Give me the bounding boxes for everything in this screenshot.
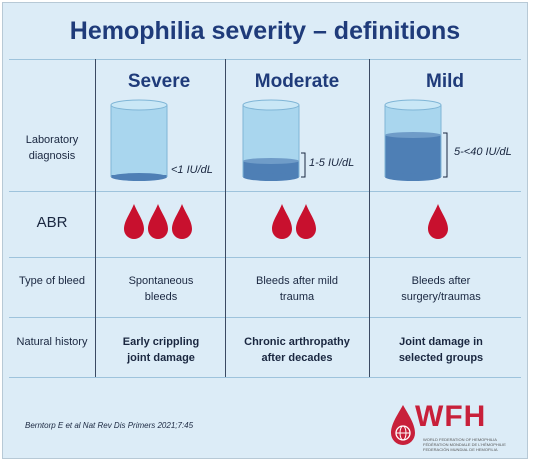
row-label-bleed: Type of bleed — [18, 275, 86, 287]
glass-mild — [377, 97, 453, 185]
column-divider — [225, 59, 226, 377]
blood-drop-icon — [124, 204, 144, 239]
glass-rim — [243, 100, 299, 110]
divider — [9, 257, 521, 258]
glass-severe — [103, 97, 175, 185]
logo-subtitle-line: WORLD FEDERATION OF HEMOPHILIA — [423, 437, 497, 442]
blood-drop-icon — [428, 204, 448, 239]
factor-level-fill — [385, 135, 441, 177]
beaker-icon — [385, 100, 441, 181]
lab-value-mild: 5-<40 IU/dL — [454, 146, 512, 158]
natural-history-severe — [89, 334, 233, 366]
row-label-abr: ABR — [36, 214, 68, 231]
row-label-history: Natural history — [16, 336, 88, 348]
abr-drops-mild — [427, 201, 457, 243]
drops-group — [427, 201, 451, 243]
glass-rim — [385, 100, 441, 110]
glass-base — [385, 173, 441, 181]
column-divider — [95, 59, 96, 377]
column-header-mild: Mild — [426, 71, 464, 92]
blood-drop-icon — [148, 204, 168, 239]
column-header-severe: Severe — [127, 71, 191, 92]
bleed-type-text: Bleeds after surgery/traumas — [401, 275, 481, 303]
natural-history-text: Chronic arthropathy after decades — [244, 336, 350, 364]
beaker-icon — [111, 100, 167, 181]
lab-value-moderate: 1-5 IU/dL — [309, 157, 355, 169]
glass-body — [111, 105, 167, 177]
infographic-card — [2, 2, 528, 459]
bleed-type-text: Bleeds after mild trauma — [256, 275, 338, 303]
glass-base — [243, 173, 299, 181]
column-header-moderate: Moderate — [254, 71, 340, 92]
blood-drop-icon — [296, 204, 316, 239]
natural-history-text: Early crippling joint damage — [122, 336, 200, 364]
lab-value-severe: <1 IU/dL — [171, 164, 213, 176]
natural-history-mild — [369, 334, 513, 366]
drops-group — [123, 201, 195, 243]
divider — [9, 317, 521, 318]
glass-moderate — [235, 97, 307, 185]
glass-rim — [111, 100, 167, 110]
beaker-icon — [243, 100, 299, 181]
bleed-type-mild — [369, 273, 513, 305]
bracket — [301, 153, 305, 177]
column-divider — [369, 59, 370, 377]
bleed-type-severe — [89, 273, 233, 305]
logo-subtitle-line: FEDERACIÓN MUNDIAL DE HEMOFILIA — [423, 447, 498, 452]
bleed-type-text: Spontaneous bleeds — [128, 275, 194, 303]
natural-history-moderate — [225, 334, 369, 366]
natural-history-text: Joint damage in selected groups — [398, 336, 484, 364]
bleed-type-moderate — [225, 273, 369, 305]
blood-drop-icon — [172, 204, 192, 239]
logo-subtitle — [423, 437, 523, 452]
divider — [9, 191, 521, 192]
divider — [9, 377, 521, 378]
abr-drops-severe — [123, 201, 193, 243]
divider — [9, 59, 521, 60]
bracket — [443, 133, 447, 177]
glass-base — [111, 173, 167, 181]
blood-drop-icon — [272, 204, 292, 239]
drops-group — [271, 201, 319, 243]
fill-surface — [385, 132, 441, 138]
row-label-lab: Laboratory diagnosis — [25, 134, 79, 162]
logo-wordmark: WFH — [415, 400, 487, 433]
citation: Berntorp E et al Nat Rev Dis Primers 2021;7:45 — [25, 421, 194, 430]
page-title: Hemophilia severity – definitions — [69, 17, 461, 45]
fill-surface — [243, 158, 299, 164]
abr-drops-moderate — [271, 201, 321, 243]
logo-globe-icon — [388, 403, 418, 447]
logo-subtitle-line: FÉDÉRATION MONDIALE DE L'HÉMOPHILIE — [423, 442, 506, 447]
